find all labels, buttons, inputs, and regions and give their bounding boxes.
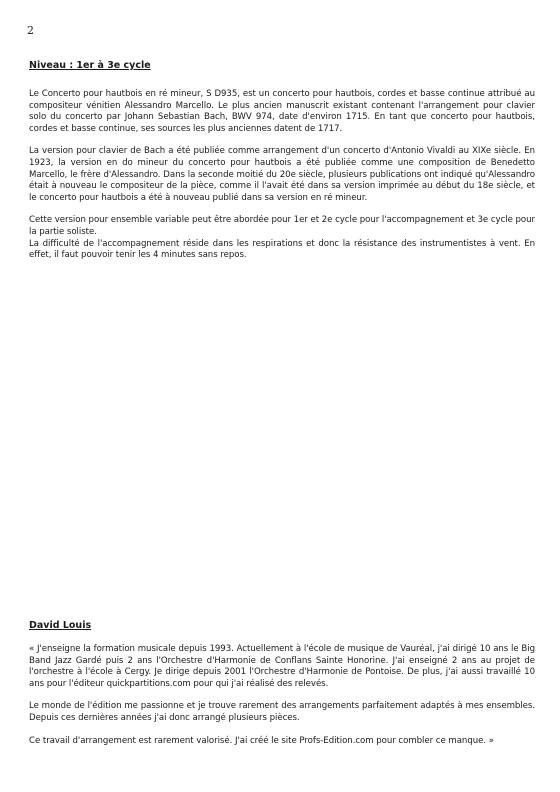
author-paragraph-2: Le monde de l'édition me passionne et je trouve rarement des arrangements parfaitement adaptés à mes ensembles. Depuis ces dernières années j'ai donc arrangé plusieurs pièces.: [29, 701, 535, 723]
author-paragraph-1: « J'enseigne la formation musicale depuis 1993. Actuellement à l'école de musique de Vauréal, j'ai dirigé 10 ans le Big Band Jazz Gardé puis 2 ans l'Orchestre d'Harmonie de Conflans Sainte Honorine. J'ai enseigné 2 ans au projet de l'orchestre à l'école à Cergy. Je dirige depuis 2001 l'Orchestre d'Harmonie de Pontoise. De plus, j'ai aussi travaillé 10 ans pour l'éditeur quickpartitions.com pour qui j'ai réalisé des relevés.: [29, 644, 535, 689]
level-paragraph-1: Le Concerto pour hautbois en ré mineur, S D935, est un concerto pour hautbois, cordes et basse continue attribué au compositeur vénitien Alessandro Marcello. Le plus ancien manuscrit existant contenant l'arrangement pour clavier solo du concerto par Johann Sebastian Bach, BWV 974, date d'environ 1715. En tant que concerto pour hautbois, cordes et basse continue, ses sources les plus anciennes datent de 1717.: [29, 89, 535, 134]
author-section: [29, 620, 535, 758]
author-heading: David Louis: [29, 620, 92, 631]
level-heading: Niveau : 1er à 3e cycle: [29, 60, 151, 71]
level-paragraph-4: La difficulté de l'accompagnement réside dans les respirations et donc la résistance des instrumentistes à vent. En effet, il faut pouvoir tenir les 4 minutes sans repos.: [29, 238, 535, 261]
author-paragraph-3: Ce travail d'arrangement est rarement valorisé. J'ai créé le site Profs-Edition.com pour combler ce manque. »: [29, 735, 494, 746]
level-paragraph-3: Cette version pour ensemble variable peut être abordée pour 1er et 2e cycle pour l'accompagnement et 3e cycle pour la partie soliste.: [29, 215, 535, 237]
level-section: [29, 60, 535, 273]
page-number: 2: [27, 24, 34, 37]
level-paragraph-2: La version pour clavier de Bach a été publiée comme arrangement d'un concerto d'Antonio Vivaldi au XIXe siècle. En 1923, la version en do mineur du concerto pour hautbois a été publiée comme une composition de Benedetto Marcello, le frère d'Alessandro. Dans la seconde moitié du 20e siècle, plusieurs publications ont indiqué qu'Alessandro était à nouveau le compositeur de la pièce, comme il l'avait été dans sa version imprimée au début du 18e siècle, et le concerto pour hautbois a été à nouveau publié dans sa version en ré mineur.: [29, 146, 535, 203]
